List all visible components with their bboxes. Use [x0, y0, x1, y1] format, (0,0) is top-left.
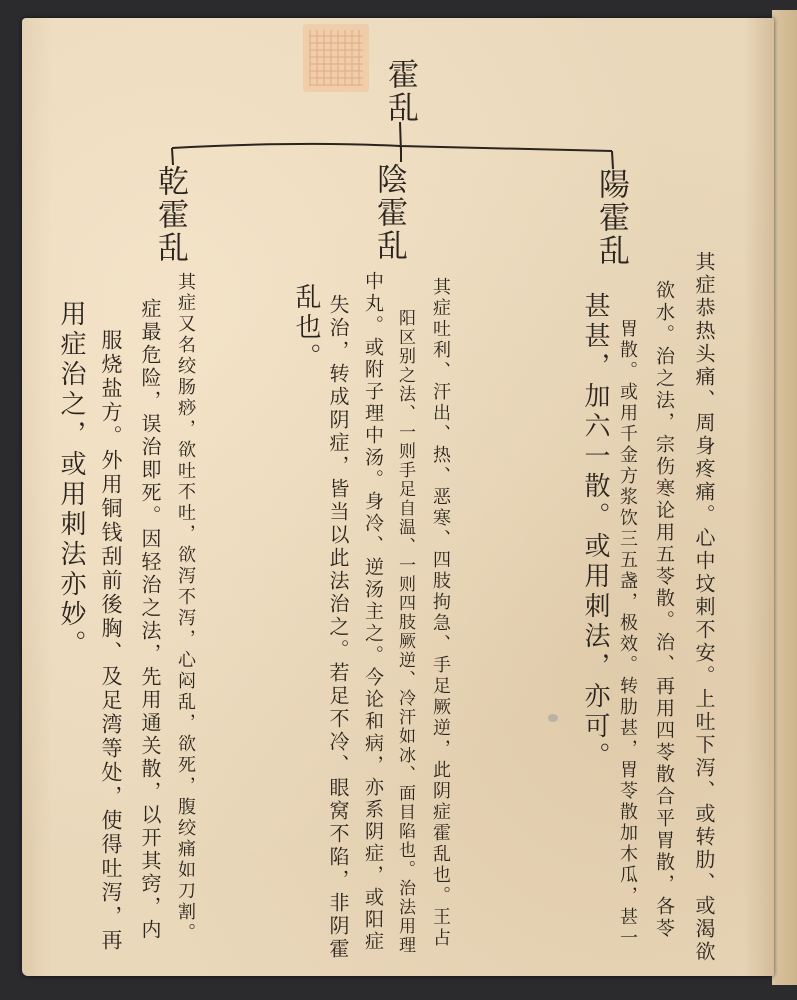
dry-text-line-3: 服烧盐方。外用铜钱刮前後胸、及足湾等处，使得吐泻，再: [99, 329, 123, 953]
branch-title-dry: 乾霍乱: [152, 165, 188, 264]
branch-title-yin: 陰霍乱: [371, 163, 407, 262]
yin-text-line-1: 其症吐利、汗出、热、恶寒、四肢拘急、手足厥逆，此阴症霍乱也。王占: [430, 277, 451, 949]
document-title: 霍乱: [382, 58, 418, 124]
paper-stain: [548, 714, 558, 722]
seal-pattern: [309, 30, 363, 86]
yang-text-line-3: 胃散。或用千金方浆饮三五盏，极效。转肋甚，胃苓散加木瓜，甚一: [617, 319, 638, 949]
branch-title-yang: 陽霍乱: [593, 168, 629, 267]
yin-text-line-2: 阳区别之法、一则手足自温、一则四肢厥逆、冷汗如冰、面目陷也。治法用理: [395, 309, 415, 955]
dry-text-line-1: 其症又名绞肠痧，欲吐不吐，欲泻不泻，心闷乱，欲死，腹绞痛如刀割。: [175, 272, 196, 944]
yin-text-line-3: 中丸。或附子理中汤。身冷、逆汤主之。今论和病，亦系阴症，或阳症: [362, 271, 384, 953]
yin-text-line-5: 乱也。: [291, 283, 321, 373]
collector-seal-stamp: [303, 24, 369, 92]
yin-text-line-4: 失治，转成阴症，皆当以此法治之。若足不冷、眼窝不陷，非阴霍: [326, 294, 350, 961]
dry-text-line-4: 用症治之，或用刺法亦妙。: [56, 300, 86, 660]
yang-text-line-2: 欲水。治之法，宗伤寒论用五苓散。治、再用四苓散合平胃散，各苓: [653, 280, 675, 940]
dry-text-line-2: 症最危险，误治即死。因轻治之法，先用通关散，以开其窍，内: [138, 298, 162, 942]
adjacent-page-edge: [772, 10, 797, 985]
yang-text-line-4: 甚甚，加六一散。或用刺法，亦可。: [580, 292, 610, 772]
yang-text-line-1: 其症恭热头痛、周身疼痛。心中坟剌不安。上吐下泻、或转肋、或渴欲: [692, 251, 716, 964]
